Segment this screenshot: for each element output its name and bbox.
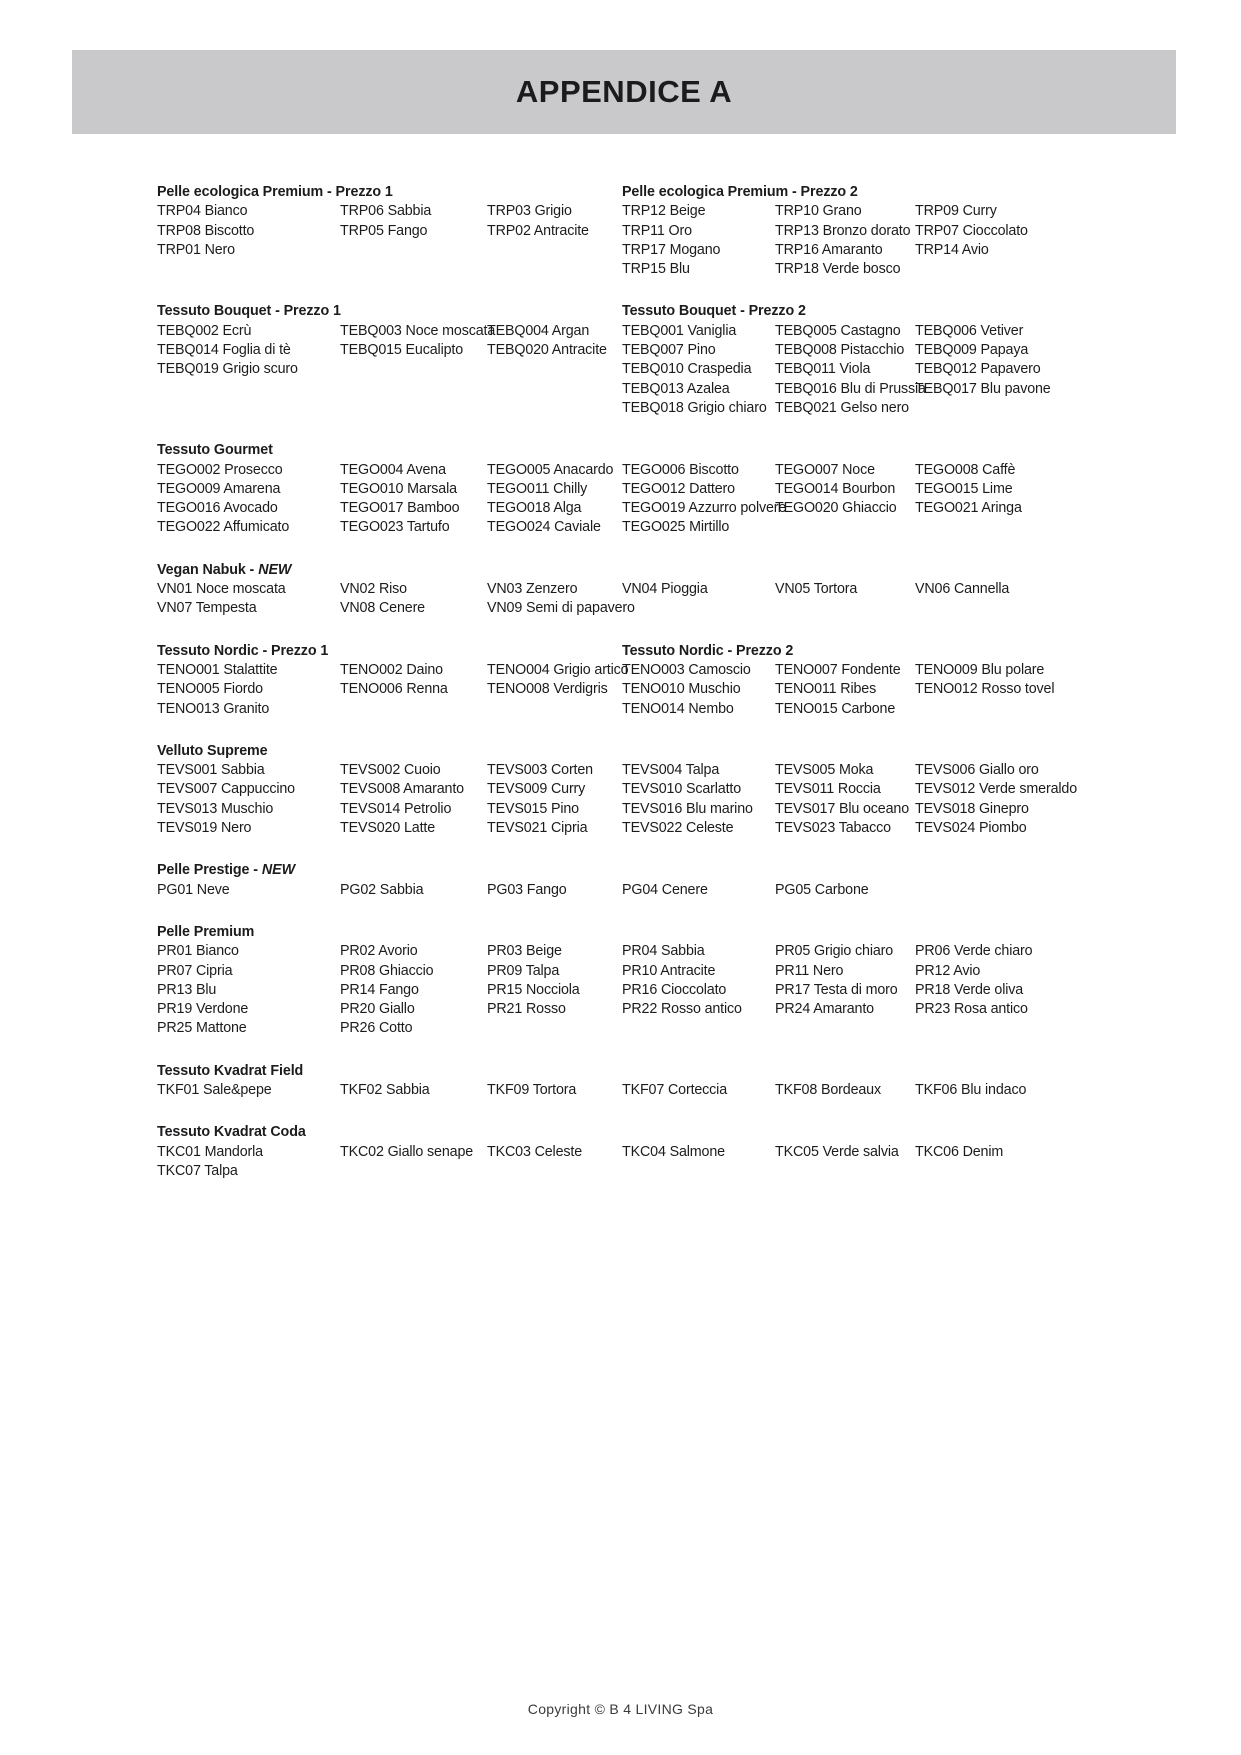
section-tessuto-bouquet-prezzo-1 <box>157 302 1067 418</box>
section-tessuto-nordic-prezzo-1 <box>157 642 1067 719</box>
material-item: TEBQ006 Vetiver <box>915 322 1024 339</box>
material-item: TEBQ012 Papavero <box>915 361 1041 378</box>
section-header <box>157 1123 1067 1142</box>
material-item: TEGO011 Chilly <box>487 480 588 497</box>
material-item: TEVS003 Corten <box>487 762 593 779</box>
material-item: TRP01 Nero <box>157 241 235 258</box>
material-item: TKC02 Giallo senape <box>340 1143 474 1160</box>
empty-cell <box>622 599 775 618</box>
material-item: TENO005 Fiordo <box>157 681 263 698</box>
material-item: TRP18 Verde bosco <box>775 261 901 278</box>
section-header <box>157 923 1067 942</box>
section-header-label: Tessuto Kvadrat Coda <box>157 1124 306 1141</box>
new-badge: NEW <box>258 561 292 578</box>
material-item: PR19 Verdone <box>157 1001 249 1018</box>
material-item: TEBQ010 Craspedia <box>622 361 752 378</box>
material-item: TKF09 Tortora <box>487 1081 577 1098</box>
material-item: TKC06 Denim <box>915 1143 1004 1160</box>
material-item: TENO015 Carbone <box>775 700 896 717</box>
material-item: TEVS006 Giallo oro <box>915 762 1039 779</box>
material-item: PG04 Cenere <box>622 881 708 898</box>
section-header <box>157 642 622 661</box>
material-item: PR07 Cipria <box>157 962 233 979</box>
material-item: TENO001 Stalattite <box>157 661 278 678</box>
empty-cell <box>775 1162 915 1181</box>
material-item: TEGO005 Anacardo <box>487 461 614 478</box>
material-item: TENO003 Camoscio <box>622 661 751 678</box>
material-item: TEGO015 Lime <box>915 480 1013 497</box>
section-header <box>157 561 1067 580</box>
material-item: TRP17 Mogano <box>622 241 721 258</box>
material-item: TEGO004 Avena <box>340 461 446 478</box>
material-item: TEGO010 Marsala <box>340 480 457 497</box>
material-item: TENO012 Rosso tovel <box>915 681 1055 698</box>
material-item: TENO006 Renna <box>340 681 448 698</box>
section-tessuto-gourmet <box>157 441 1067 537</box>
section-tessuto-kvadrat-field <box>157 1062 1067 1101</box>
empty-cell <box>487 360 622 379</box>
material-item: TEVS004 Talpa <box>622 762 720 779</box>
material-item: TEGO025 Mirtillo <box>622 519 730 536</box>
material-item: TEGO024 Caviale <box>487 519 601 536</box>
empty-cell <box>487 241 622 260</box>
title-banner <box>72 50 1176 134</box>
material-item: TKC05 Verde salvia <box>775 1143 899 1160</box>
material-item: TEBQ020 Antracite <box>487 342 607 359</box>
empty-cell <box>915 599 1067 618</box>
material-item: TKC03 Celeste <box>487 1143 582 1160</box>
material-item: TEGO007 Noce <box>775 461 875 478</box>
empty-cell <box>915 1019 1067 1038</box>
empty-cell <box>487 380 622 399</box>
section-header-label: Tessuto Kvadrat Field <box>157 1062 304 1079</box>
material-item: TEGO012 Dattero <box>622 480 735 497</box>
section-header-label: Pelle Prestige - <box>157 862 258 879</box>
page-title: APPENDICE A <box>515 74 733 109</box>
material-item: TRP06 Sabbia <box>340 203 432 220</box>
material-item: PR26 Cotto <box>340 1020 413 1037</box>
material-item: PR02 Avorio <box>340 943 418 960</box>
section-header-label: Tessuto Bouquet - Prezzo 2 <box>622 303 806 320</box>
empty-cell <box>775 1019 915 1038</box>
material-item: TEGO018 Alga <box>487 500 582 517</box>
empty-cell <box>157 260 340 279</box>
material-item: TEVS008 Amaranto <box>340 781 464 798</box>
empty-cell <box>340 260 487 279</box>
empty-cell <box>487 1019 622 1038</box>
material-item: TEBQ015 Eucalipto <box>340 342 464 359</box>
section-header <box>622 302 1067 321</box>
empty-cell <box>775 518 915 537</box>
material-item: TEBQ016 Blu di Prussia <box>775 380 926 397</box>
material-item: TEGO014 Bourbon <box>775 480 896 497</box>
empty-cell <box>340 1162 487 1181</box>
section-vegan-nabuk <box>157 561 1067 619</box>
material-item: TEBQ019 Grigio scuro <box>157 361 298 378</box>
material-item: TEBQ005 Castagno <box>775 322 901 339</box>
material-item: VN02 Riso <box>340 581 407 598</box>
material-item: PR03 Beige <box>487 943 562 960</box>
material-item: PG03 Fango <box>487 881 567 898</box>
material-item: PR10 Antracite <box>622 962 716 979</box>
section-header <box>157 1062 1067 1081</box>
material-item: TEGO008 Caffè <box>915 461 1016 478</box>
material-item: TEBQ014 Foglia di tè <box>157 342 291 359</box>
material-item: PR15 Nocciola <box>487 981 580 998</box>
material-item: TRP04 Bianco <box>157 203 248 220</box>
material-item: TRP10 Grano <box>775 203 862 220</box>
material-item: PR20 Giallo <box>340 1001 415 1018</box>
material-item: VN03 Zenzero <box>487 581 578 598</box>
material-item: PR01 Bianco <box>157 943 239 960</box>
material-item: TRP12 Beige <box>622 203 706 220</box>
section-header-label: Vegan Nabuk - <box>157 561 255 578</box>
empty-cell <box>487 1162 622 1181</box>
material-item: TENO011 Ribes <box>775 681 877 698</box>
material-item: TEBQ008 Pistacchio <box>775 342 905 359</box>
material-item: TRP09 Curry <box>915 203 997 220</box>
material-item: VN06 Cannella <box>915 581 1010 598</box>
material-item: TEVS013 Muschio <box>157 800 274 817</box>
material-item: TEVS010 Scarlatto <box>622 781 742 798</box>
material-item: TEGO019 Azzurro polvere <box>622 500 787 517</box>
material-item: TRP05 Fango <box>340 222 428 239</box>
section-header-label: Pelle ecologica Premium - Prezzo 1 <box>157 184 393 200</box>
material-item: TRP02 Antracite <box>487 222 589 239</box>
empty-cell <box>487 700 622 719</box>
empty-cell <box>157 399 340 418</box>
empty-cell <box>487 399 622 418</box>
material-item: PR12 Avio <box>915 962 981 979</box>
material-item: TEGO017 Bamboo <box>340 500 460 517</box>
material-item: PR18 Verde oliva <box>915 981 1024 998</box>
empty-cell <box>915 399 1067 418</box>
material-item: TEGO002 Prosecco <box>157 461 283 478</box>
material-item: TEVS016 Blu marino <box>622 800 753 817</box>
material-item: PR11 Nero <box>775 962 844 979</box>
material-item: TEBQ007 Pino <box>622 342 716 359</box>
material-item: VN09 Semi di papavero <box>487 600 635 617</box>
material-item: TEBQ013 Azalea <box>622 380 730 397</box>
material-item: PG02 Sabbia <box>340 881 424 898</box>
material-item: TEGO006 Biscotto <box>622 461 739 478</box>
empty-cell <box>915 518 1067 537</box>
material-item: PR14 Fango <box>340 981 419 998</box>
material-item: TEGO016 Avocado <box>157 500 278 517</box>
empty-cell <box>915 881 1067 900</box>
section-tessuto-kvadrat-coda <box>157 1123 1067 1181</box>
material-item: TEGO023 Tartufo <box>340 519 450 536</box>
material-item: TEVS022 Celeste <box>622 820 734 837</box>
material-item: PR16 Cioccolato <box>622 981 727 998</box>
material-item: PG05 Carbone <box>775 881 869 898</box>
material-item: TEVS012 Verde smeraldo <box>915 781 1078 798</box>
material-item: PR09 Talpa <box>487 962 560 979</box>
material-item: PR22 Rosso antico <box>622 1001 742 1018</box>
material-item: TEGO020 Ghiaccio <box>775 500 897 517</box>
section-header <box>622 183 1067 202</box>
empty-cell <box>340 399 487 418</box>
material-item: TEBQ004 Argan <box>487 322 590 339</box>
material-item: TEGO021 Aringa <box>915 500 1022 517</box>
material-item: TRP03 Grigio <box>487 203 572 220</box>
section-header <box>622 642 1067 661</box>
material-item: TEVS005 Moka <box>775 762 874 779</box>
material-item: PR06 Verde chiaro <box>915 943 1033 960</box>
material-item: TEVS019 Nero <box>157 820 252 837</box>
material-item: TENO002 Daino <box>340 661 443 678</box>
new-badge: NEW <box>261 862 295 879</box>
material-item: TEBQ003 Noce moscata <box>340 322 496 339</box>
section-header <box>157 183 622 202</box>
material-item: TEVS017 Blu oceano <box>775 800 910 817</box>
section-header-label: Tessuto Gourmet <box>157 442 273 459</box>
material-item: TEVS002 Cuoio <box>340 762 441 779</box>
material-item: TENO007 Fondente <box>775 661 901 678</box>
material-item: TEVS018 Ginepro <box>915 800 1029 817</box>
section-velluto-supreme <box>157 742 1078 838</box>
empty-cell <box>157 380 340 399</box>
material-item: TKC04 Salmone <box>622 1143 725 1160</box>
material-item: TKC07 Talpa <box>157 1162 238 1179</box>
section-header-label: Pelle Premium <box>157 923 255 940</box>
material-item: PG01 Neve <box>157 881 230 898</box>
material-item: TRP16 Amaranto <box>775 241 883 258</box>
section-header-label: Velluto Supreme <box>157 742 268 759</box>
material-item: TEBQ017 Blu pavone <box>915 380 1051 397</box>
material-item: TKF06 Blu indaco <box>915 1081 1027 1098</box>
footer <box>0 1701 1241 1717</box>
empty-cell <box>915 700 1067 719</box>
material-item: PR23 Rosa antico <box>915 1001 1028 1018</box>
material-item: PR13 Blu <box>157 981 217 998</box>
material-item: VN07 Tempesta <box>157 600 257 617</box>
material-item: TENO009 Blu polare <box>915 661 1045 678</box>
section-header-label: Tessuto Nordic - Prezzo 1 <box>157 642 329 659</box>
section-header-label: Tessuto Bouquet - Prezzo 1 <box>157 303 341 320</box>
material-item: PR21 Rosso <box>487 1001 566 1018</box>
material-item: PR25 Mattone <box>157 1020 247 1037</box>
material-item: VN08 Cenere <box>340 600 425 617</box>
material-item: TEBQ001 Vaniglia <box>622 322 737 339</box>
section-header-label: Tessuto Nordic - Prezzo 2 <box>622 642 794 659</box>
material-item: TKC01 Mandorla <box>157 1143 263 1160</box>
material-item: TRP07 Cioccolato <box>915 222 1028 239</box>
material-item: TEBQ011 Viola <box>775 361 871 378</box>
material-item: TRP15 Blu <box>622 261 690 278</box>
material-item: TEGO022 Affumicato <box>157 519 290 536</box>
section-pelle-premium <box>157 923 1067 1039</box>
material-item: VN05 Tortora <box>775 581 858 598</box>
material-item: TEVS024 Piombo <box>915 820 1027 837</box>
material-item: PR17 Testa di moro <box>775 981 898 998</box>
material-item: VN01 Noce moscata <box>157 581 286 598</box>
material-item: PR05 Grigio chiaro <box>775 943 894 960</box>
material-item: TEVS009 Curry <box>487 781 586 798</box>
material-item: TKF08 Bordeaux <box>775 1081 881 1098</box>
material-item: TKF07 Corteccia <box>622 1081 728 1098</box>
material-item: PR04 Sabbia <box>622 943 705 960</box>
section-header <box>157 861 1067 880</box>
section-header <box>157 302 622 321</box>
material-item: TEVS023 Tabacco <box>775 820 891 837</box>
section-header-label: Pelle ecologica Premium - Prezzo 2 <box>622 184 858 200</box>
material-item: TKF01 Sale&pepe <box>157 1081 272 1098</box>
material-item: TRP14 Avio <box>915 241 989 258</box>
material-item: TKF02 Sabbia <box>340 1081 430 1098</box>
material-item: PR24 Amaranto <box>775 1001 874 1018</box>
material-item: TRP11 Oro <box>622 222 692 239</box>
section-header <box>157 441 1067 460</box>
section-header <box>157 742 1077 761</box>
material-item: TENO014 Nembo <box>622 700 734 717</box>
empty-cell <box>915 260 1067 279</box>
material-item: VN04 Pioggia <box>622 581 708 598</box>
material-item: TENO013 Granito <box>157 700 270 717</box>
empty-cell <box>487 260 622 279</box>
material-item: TEVS021 Cipria <box>487 820 588 837</box>
material-item: TRP08 Biscotto <box>157 222 255 239</box>
section-pelle-prestige <box>157 861 1067 900</box>
material-item: TEVS001 Sabbia <box>157 762 265 779</box>
copyright-text: Copyright © B 4 LIVING Spa <box>527 1701 714 1717</box>
empty-cell <box>340 380 487 399</box>
empty-cell <box>340 241 487 260</box>
empty-cell <box>622 1019 775 1038</box>
material-item: TENO008 Verdigris <box>487 681 608 698</box>
material-item: TEVS020 Latte <box>340 820 436 837</box>
appendix-content <box>157 183 1078 1204</box>
material-item: TEBQ021 Gelso nero <box>775 399 909 416</box>
section-pelle-ecologica-premium-prezzo-1 <box>157 183 1067 279</box>
material-item: TEVS015 Pino <box>487 800 579 817</box>
empty-cell <box>340 700 487 719</box>
material-item: PR08 Ghiaccio <box>340 962 434 979</box>
material-item: TEVS014 Petrolio <box>340 800 452 817</box>
empty-cell <box>340 360 487 379</box>
empty-cell <box>915 1162 1067 1181</box>
material-item: TEVS011 Roccia <box>775 781 881 798</box>
material-item: TEBQ009 Papaya <box>915 342 1029 359</box>
empty-cell <box>622 1162 775 1181</box>
material-item: TRP13 Bronzo dorato <box>775 222 911 239</box>
material-item: TENO010 Muschio <box>622 681 741 698</box>
empty-cell <box>775 599 915 618</box>
material-item: TEBQ002 Ecrù <box>157 322 252 339</box>
material-item: TENO004 Grigio artico <box>487 661 629 678</box>
material-item: TEBQ018 Grigio chiaro <box>622 399 767 416</box>
material-item: TEVS007 Cappuccino <box>157 781 295 798</box>
material-item: TEGO009 Amarena <box>157 480 281 497</box>
